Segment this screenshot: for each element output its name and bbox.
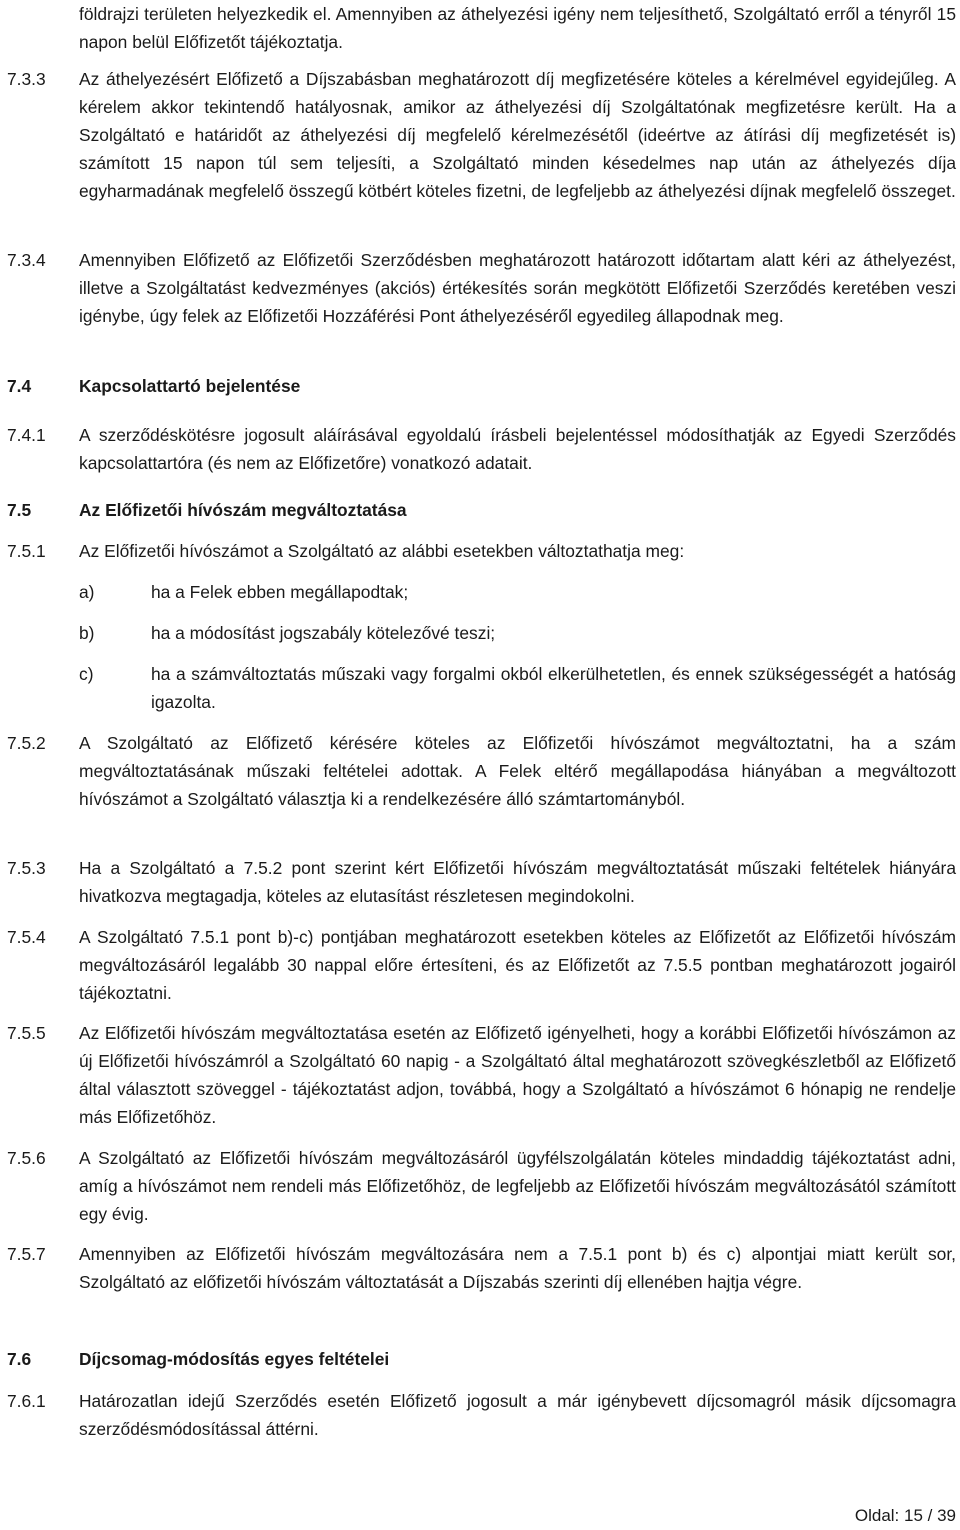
section-number: 7.5.7 [7, 1244, 46, 1264]
section-number: 7.5.2 [7, 733, 46, 753]
page-number: Oldal: 15 / 39 [854, 1506, 956, 1525]
heading-number: 7.5 [7, 500, 32, 520]
list-item-label: a) [79, 582, 95, 602]
heading-title: Díjcsomag-módosítás egyes feltételei [79, 1349, 390, 1369]
section-text: Az Előfizetői hívószám megváltoztatása esetén az Előfizető igényelheti, hogy a korábbi Előfizetői hívószámon az új Előfizetői hívószámról a Szolgáltató 60 napig - a Szolgáltató által meghatározott szövegkészletből az Előfizető által választott szöveggel - tájékoztatást adjon, továbbá, hogy a Szolgáltató a hívószámot 6 hónapig ne rendelje más Előfizetőhöz. [79, 1023, 956, 1127]
section-number: 7.5.6 [7, 1148, 46, 1168]
section-number: 7.5.1 [7, 541, 46, 561]
section-number: 7.5.5 [7, 1023, 46, 1043]
heading-number: 7.6 [7, 1349, 32, 1369]
section-text: A Szolgáltató 7.5.1 pont b)-c) pontjában meghatározott esetekben köteles az Előfizetőt az Előfizetői hívószám megváltozásáról legalább 30 nappal előre értesíteni, és az Előfizetőt az 7.5.5 pontban meghatározott jogairól tájékoztatni. [79, 927, 956, 1003]
list-item-label: c) [79, 664, 94, 684]
list-item-label: b) [79, 623, 95, 643]
section-number: 7.3.4 [7, 250, 46, 270]
section-text: Az áthelyezésért Előfizető a Díjszabásban meghatározott díj megfizetésére köteles a kérelmével egyidejűleg. A kérelem akkor tekintendő hatályosnak, amikor az áthelyezési díj Szolgáltatónak megfizetésre került. Ha a Szolgáltató e határidőt az áthelyezési díj megfelelő kérelmezésétől (ideértve az átírási díj megfizetését is) számított 15 napon túl sem teljesíti, a Szolgáltató minden késedelmes nap után az áthelyezés díja egyharmadának megfelelő összegű kötbért köteles fizetni, de legfeljebb az áthelyezési díjnak megfelelő összeget. [79, 69, 956, 201]
section-text: Az Előfizetői hívószámot a Szolgáltató az alábbi esetekben változtathatja meg: [79, 541, 685, 561]
list-item-text: ha a módosítást jogszabály kötelezővé teszi; [151, 623, 496, 643]
section-text: Ha a Szolgáltató a 7.5.2 pont szerint kért Előfizetői hívószám megváltoztatását műszaki feltételek hiányára hivatkozva megtagadja, köteles az elutasítást részletesen megindokolni. [79, 858, 956, 906]
heading-number: 7.4 [7, 376, 32, 396]
paragraph-text: földrajzi területen helyezkedik el. Amennyiben az áthelyezési igény nem teljesíthető, Szolgáltató erről a tényről 15 napon belül Előfizetőt tájékoztatja. [79, 4, 956, 52]
list-item-text: ha a számváltoztatás műszaki vagy forgalmi okból elkerülhetetlen, és ennek szükségességét a hatóság igazolta. [151, 664, 956, 712]
section-number: 7.6.1 [7, 1391, 46, 1411]
heading-title: Az Előfizetői hívószám megváltoztatása [79, 500, 407, 520]
section-text: A Szolgáltató az Előfizetői hívószám megváltozásáról ügyfélszolgálatán köteles mindaddig tájékoztatást adni, amíg a hívószámot nem rendeli más Előfizetőhöz, de legfeljebb az Előfizetői hívószám megváltozásától számított egy évig. [79, 1148, 956, 1224]
section-text: A szerződéskötésre jogosult aláírásával egyoldalú írásbeli bejelentéssel módosíthatják az Egyedi Szerződés kapcsolattartóra (és nem az Előfizetőre) vonatkozó adatait. [79, 425, 956, 473]
section-text: Amennyiben az Előfizetői hívószám megváltozására nem a 7.5.1 pont b) és c) alpontjai miatt került sor, Szolgáltató az előfizetői hívószám változtatását a Díjszabás szerinti díj ellenében hajtja végre. [79, 1244, 956, 1292]
section-number: 7.5.3 [7, 858, 46, 878]
section-number: 7.5.4 [7, 927, 46, 947]
section-number: 7.4.1 [7, 425, 46, 445]
heading-title: Kapcsolattartó bejelentése [79, 376, 301, 396]
section-text: Határozatlan idejű Szerződés esetén Előfizető jogosult a már igénybevett díjcsomagról másik díjcsomagra szerződésmódosítással áttérni. [79, 1391, 956, 1439]
list-item-text: ha a Felek ebben megállapodtak; [151, 582, 409, 602]
section-number: 7.3.3 [7, 69, 46, 89]
section-text: A Szolgáltató az Előfizető kérésére köteles az Előfizetői hívószámot megváltoztatni, ha a szám megváltoztatásának műszaki feltételei adottak. A Felek eltérő megállapodása hiányában a megváltozott hívószámot a Szolgáltató választja ki a rendelkezésére álló számtartományból. [79, 733, 956, 809]
section-text: Amennyiben Előfizető az Előfizetői Szerződésben meghatározott határozott időtartam alatt kéri az áthelyezést, illetve a Szolgáltatást kedvezményes (akciós) értékesítés során megkötött Előfizetői Szerződés keretében veszi igénybe, úgy felek az Előfizetői Hozzáférési Pont áthelyezéséről egyedileg állapodnak meg. [79, 250, 956, 326]
